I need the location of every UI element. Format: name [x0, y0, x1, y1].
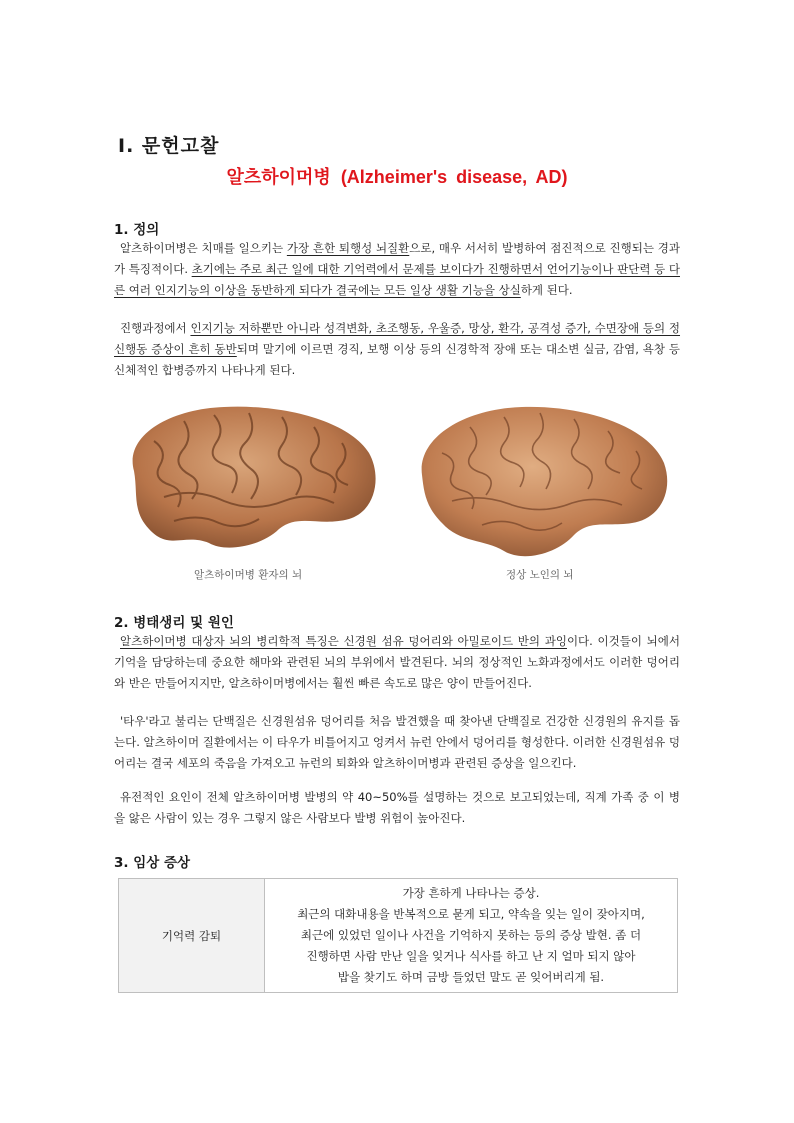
- right-brain-caption: 정상 노인의 뇌: [506, 569, 574, 581]
- chapter-heading: Ⅰ. 문헌고찰: [118, 135, 220, 157]
- normal-brain-image: [412, 403, 674, 563]
- description-line: 가장 흔하게 나타나는 증상.: [402, 886, 540, 900]
- pathophysiology-paragraph-3: 유전적인 요인이 전체 알츠하이머병 발병의 약 40~50%를 설명하는 것으로 보고되었는데, 직계 가족 중 이 병을 앓은 사람이 있는 경우 그렇지 않은 사람보다 발병 위험이 높아진다.: [114, 790, 680, 825]
- symptom-label-cell: 기억력 감퇴: [119, 879, 265, 993]
- description-line: 밥을 찾기도 하며 금방 들었던 말도 곧 잊어버리게 됨.: [337, 970, 605, 984]
- left-brain-caption: 알츠하이머병 환자의 뇌: [194, 569, 303, 581]
- symptom-table: [118, 878, 678, 993]
- document-title: [0, 163, 794, 189]
- table-row: [119, 879, 678, 993]
- section-heading-pathophysiology: 2. 병태생리 및 원인: [114, 615, 234, 631]
- description-line: 최근의 대화내용을 반복적으로 묻게 되고, 약속을 잊는 일이 잦아지며,: [297, 907, 645, 921]
- title-korean: 알츠하이머병: [226, 167, 331, 188]
- title-english: (Alzheimer's disease, AD): [340, 167, 568, 187]
- section-heading-symptoms: 3. 임상 증상: [114, 855, 191, 871]
- pathophysiology-paragraph-1: 알츠하이머병 대상자 뇌의 병리학적 특징은 신경원 섬유 덩어리와 아밀로이드 반의 과잉이다. 이것들이 뇌에서 기억을 담당하는데 중요한 해마와 관련된 뇌의 부위에서 발견된다. 뇌의 정상적인 노화과정에서도 이러한 덩어리와 반은 만들어지지만, 알츠하이머병에서는 훨씬 빠른 속도로 많은 양이 만들어진다.: [114, 634, 680, 690]
- description-line: 진행하면 사람 만난 일을 잊거나 식사를 하고 난 지 얼마 되지 않아: [306, 949, 636, 963]
- definition-paragraph-2: 진행과정에서 인지기능 저하뿐만 아니라 성격변화, 초조행동, 우울증, 망상, 환각, 공격성 증가, 수면장애 등의 정신행동 증상이 흔히 동반되며 말기에 이르면 경직, 보행 이상 등의 신경학적 장애 또는 대소변 실금, 감염, 욕창 등 신체적인 합병증까지 나타나게 된다.: [114, 321, 681, 377]
- section-heading-definition: 1. 정의: [114, 222, 160, 238]
- description-line: 최근에 있었던 일이나 사건을 기억하지 못하는 등의 증상 발현. 좀 더: [300, 928, 642, 942]
- pathophysiology-paragraph-2: '타우'라고 불리는 단백질은 신경원섬유 덩어리를 처음 발견했을 때 찾아낸 단백질로 건강한 신경원의 유지를 돕는다. 알츠하이머 질환에서는 이 타우가 비틀어지고 엉켜서 뉴런 안에서 덩어리를 형성한다. 이러한 신경원섬유 덩어리는 결국 세포의 죽음을 가져오고 뉴런의 퇴화와 알츠하이머병과 관련된 증상을 일으킨다.: [114, 714, 680, 770]
- alzheimer-brain-image: [114, 401, 384, 559]
- definition-paragraph-1: 알츠하이머병은 치매를 일으키는 가장 흔한 퇴행성 뇌질환으로, 매우 서서히 발병하여 점진적으로 진행되는 경과가 특징적이다. 초기에는 주로 최근 일에 대한 기억력에서 문제를 보이다가 진행하면서 언어기능이나 판단력 등 다른 여러 인지기능의 이상을 동반하게 되다가 결국에는 모든 일상 생활 기능을 상실하게 된다.: [114, 241, 680, 297]
- brain-comparison-figure: [114, 385, 680, 585]
- symptom-description-cell: [265, 879, 678, 993]
